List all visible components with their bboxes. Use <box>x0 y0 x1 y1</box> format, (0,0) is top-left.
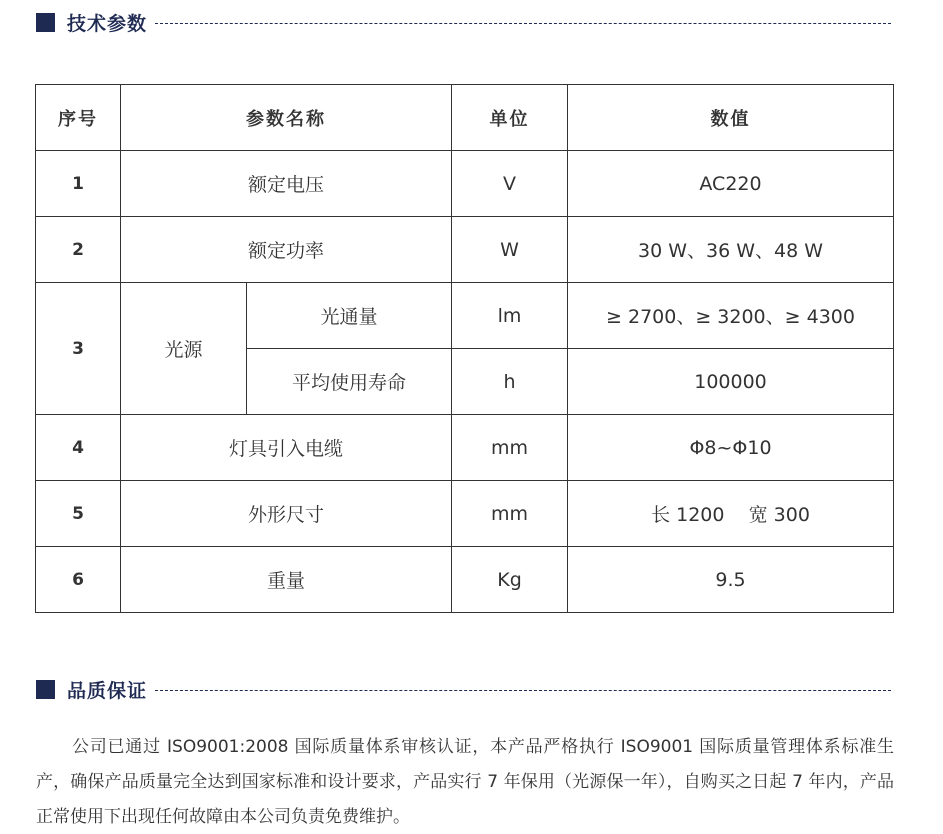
row-group-name: 光源 <box>121 283 247 415</box>
row-name: 重量 <box>121 547 452 613</box>
section-title: 品质保证 <box>67 679 148 702</box>
row-index: 1 <box>36 151 121 217</box>
row-value: AC220 <box>568 151 894 217</box>
table-row <box>36 415 894 481</box>
section-divider <box>155 690 891 691</box>
row-unit: V <box>452 151 568 217</box>
row-value: 9.5 <box>568 547 894 613</box>
row-value: 100000 <box>568 349 894 415</box>
row-unit: Kg <box>452 547 568 613</box>
row-sub-name: 光通量 <box>247 283 452 349</box>
row-index: 4 <box>36 415 121 481</box>
header-unit: 单位 <box>452 85 568 151</box>
row-value: Φ8~Φ10 <box>568 415 894 481</box>
row-unit: mm <box>452 415 568 481</box>
quality-header <box>36 677 891 701</box>
row-name: 额定电压 <box>121 151 452 217</box>
table-row <box>36 151 894 217</box>
header-name: 参数名称 <box>121 85 452 151</box>
row-sub-name: 平均使用寿命 <box>247 349 452 415</box>
row-name: 额定功率 <box>121 217 452 283</box>
header-value: 数值 <box>568 85 894 151</box>
table-row <box>36 217 894 283</box>
row-index: 6 <box>36 547 121 613</box>
row-name: 外形尺寸 <box>121 481 452 547</box>
table-row <box>36 283 894 349</box>
row-value: 长 1200 宽 300 <box>568 481 894 547</box>
row-unit: mm <box>452 481 568 547</box>
row-value: 30 W、36 W、48 W <box>568 217 894 283</box>
section-marker-square <box>36 13 55 32</box>
table-header-row <box>36 85 894 151</box>
row-value: ≥ 2700、≥ 3200、≥ 4300 <box>568 283 894 349</box>
row-unit: lm <box>452 283 568 349</box>
header-index: 序号 <box>36 85 121 151</box>
row-index: 2 <box>36 217 121 283</box>
spec-table <box>35 84 894 613</box>
table-row <box>36 547 894 613</box>
row-index: 3 <box>36 283 121 415</box>
section-title: 技术参数 <box>67 12 148 35</box>
row-unit: W <box>452 217 568 283</box>
row-index: 5 <box>36 481 121 547</box>
section-divider <box>155 23 891 24</box>
section-marker-square <box>36 680 55 699</box>
table-row <box>36 481 894 547</box>
quality-paragraph: 公司已通过 ISO9001:2008 国际质量体系审核认证，本产品严格执行 ISO9001 国际质量管理体系标准生产，确保产品质量完全达到国家标准和设计要求，产品实行 7 年保用（光源保一年），自购买之日起 7 年内，产品正常使用下出现任何故障由本公司负责免费维护。 <box>36 737 894 827</box>
row-name: 灯具引入电缆 <box>121 415 452 481</box>
row-unit: h <box>452 349 568 415</box>
tech-params-header <box>36 10 891 34</box>
